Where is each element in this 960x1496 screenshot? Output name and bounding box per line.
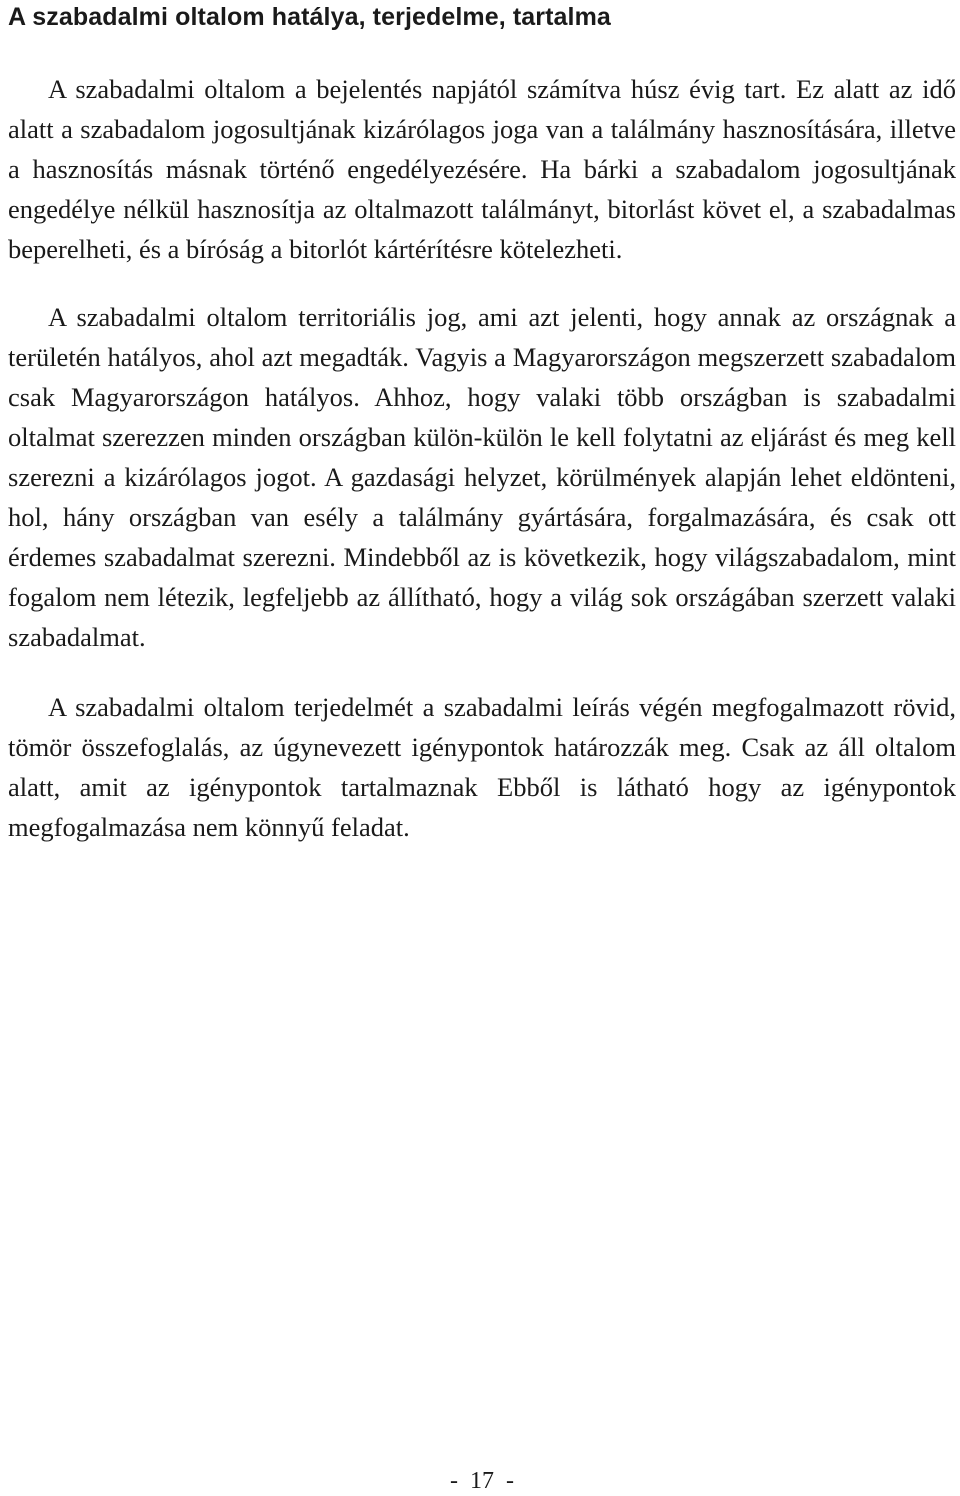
document-page	[8, 0, 956, 1495]
paragraph-territoriality: A szabadalmi oltalom territoriális jog, ami azt jelenti, hogy annak az országnak a területén hatályos, ahol azt megadták. Vagyis a Magyarországon megszerzett szabadalom csak Magyarországon hatályos. Ahhoz, hogy valaki több országban is szabadalmi oltalmat szerezzen minden országban külön-külön le kell folytatni az eljárást és meg kell szerezni a kizárólagos jogot. A gazdasági helyzet, körülmények alapján lehet eldönteni, hol, hány országban van esély a találmány gyártására, forgalmazására, és csak ott érdemes szabadalmat szerezni. Mindebből az is következik, hogy világszabadalom, mint fogalom nem létezik, legfeljebb az állítható, hogy a világ sok országában szerzett valaki szabadalmat.	[8, 302, 956, 652]
section-heading: A szabadalmi oltalom hatálya, terjedelme, tartalma	[8, 3, 611, 31]
paragraph-scope: A szabadalmi oltalom terjedelmét a szabadalmi leírás végén megfogalmazott rövid, tömör összefoglalás, az úgynevezett igénypontok határozzák meg. Csak az áll oltalom alatt, amit az igénypontok tartalmaznak Ebből is látható hogy az igénypontok megfogalmazása nem könnyű feladat.	[8, 692, 956, 842]
paragraph-duration: A szabadalmi oltalom a bejelentés napjától számítva húsz évig tart. Ez alatt az idő alatt a szabadalom jogosultjának kizárólagos joga van a találmány hasznosítására, illetve a hasznosítás másnak történő engedélyezésére. Ha bárki a szabadalom jogosultjának engedélye nélkül hasznosítja az oltalmazott találmányt, bitorlást követ el, a szabadalmas beperelheti, és a bíróság a bitorlót kártérítésre kötelezheti.	[8, 74, 956, 264]
body-text	[8, 69, 956, 847]
page-number: - 17 -	[450, 1468, 514, 1494]
